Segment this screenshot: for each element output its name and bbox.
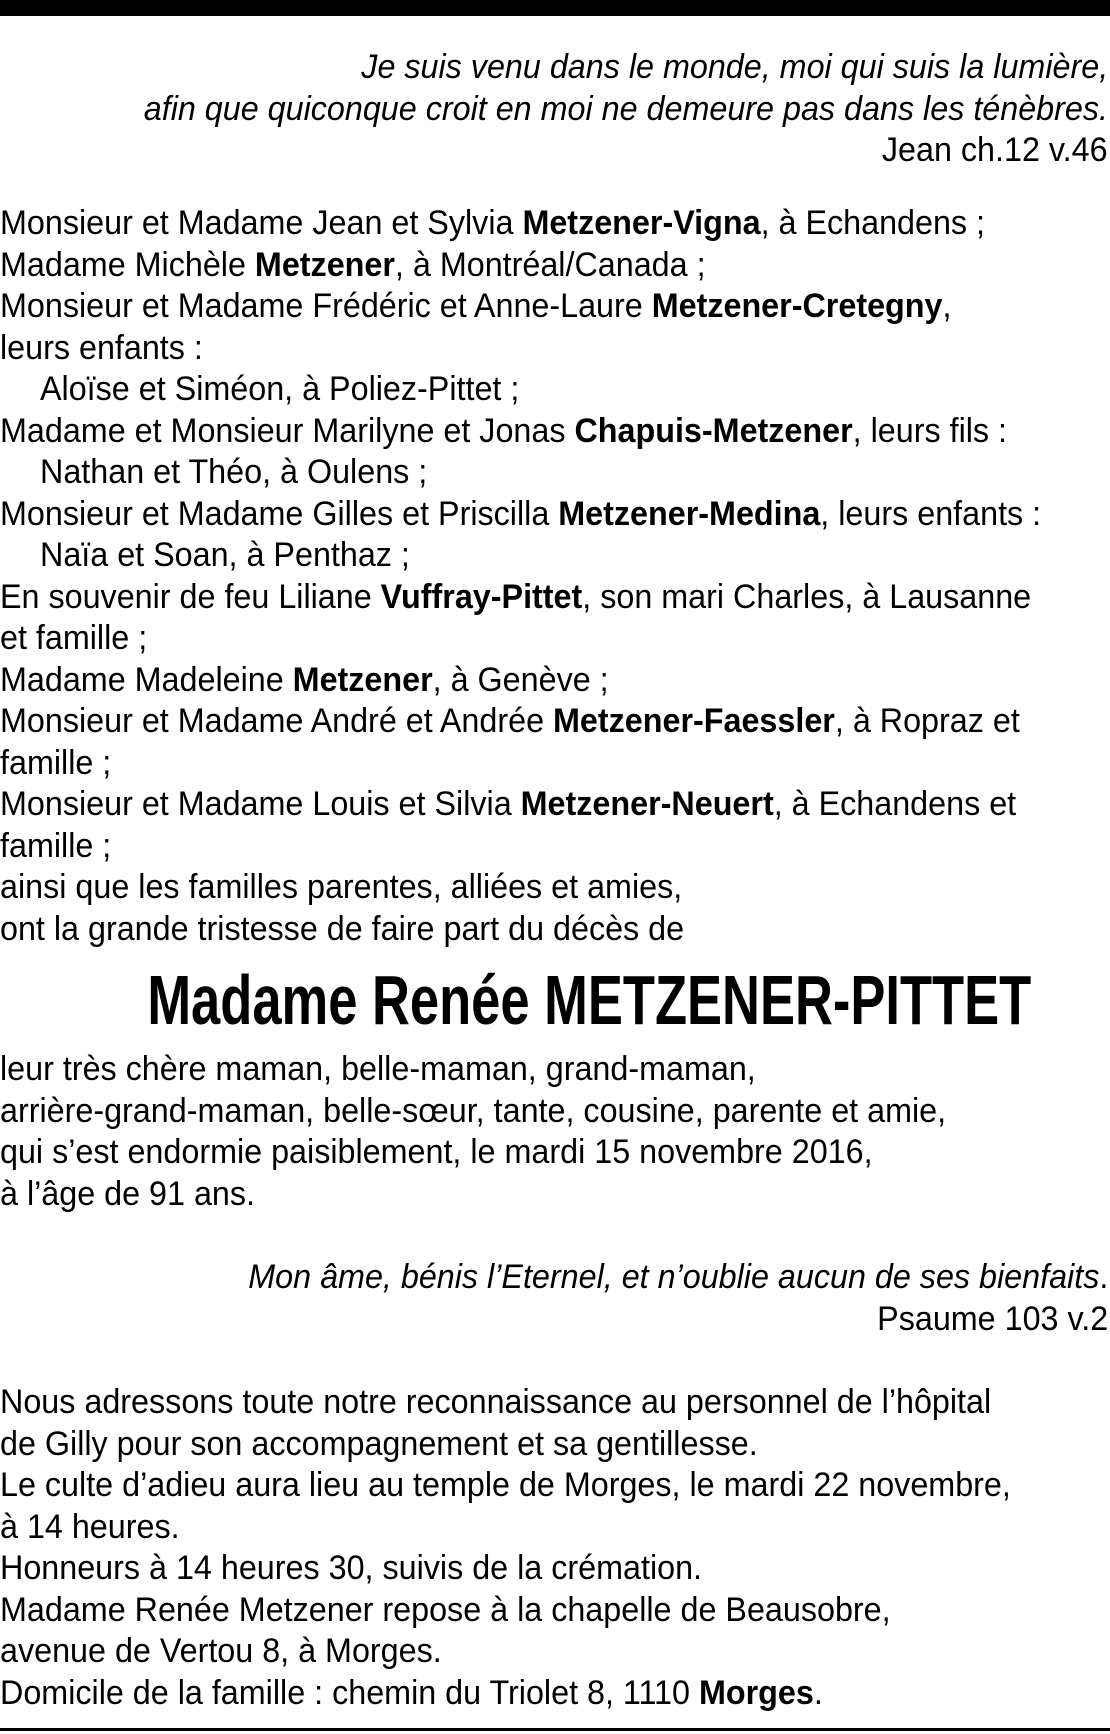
text-segment: Madame Michèle: [0, 245, 255, 284]
text-segment: Domicile de la famille : chemin du Triolet 8, 1110: [0, 1673, 699, 1712]
text-segment: Monsieur et Madame Gilles et Priscilla: [0, 494, 559, 533]
text-segment: Madame Madeleine: [0, 660, 293, 699]
text-segment: Monsieur et Madame Frédéric et Anne-Laure: [0, 287, 652, 325]
bible-quote: [0, 47, 1108, 172]
text-line: [0, 1590, 1108, 1632]
text-segment: à 14 heures.: [0, 1507, 180, 1546]
text-segment: Aloïse et Siméon, à Poliez-Pittet ;: [40, 370, 520, 408]
text-line: [0, 743, 1108, 785]
text-line: [0, 1299, 1108, 1341]
text-segment: Monsieur et Madame Louis et Silvia: [0, 785, 521, 823]
text-segment: Je suis venu dans le monde, moi qui suis la lumière,: [361, 48, 1108, 86]
text-line: [0, 130, 1108, 172]
text-line: [0, 1507, 1108, 1549]
text-segment: Monsieur et Madame André et Andrée: [0, 702, 554, 740]
text-segment: , à Echandens ;: [760, 204, 986, 242]
text-segment: , à Echandens et: [773, 785, 1017, 823]
text-segment: qui s’est endormie paisiblement, le mardi 15 novembre 2016,: [0, 1133, 873, 1171]
text-line: [0, 826, 1108, 868]
text-segment: Nous adressons toute notre reconnaissance au personnel de l’hôpital: [0, 1383, 992, 1421]
surname: Metzener-Cretegny: [651, 287, 943, 325]
text-segment: , à Montréal/Canada ;: [394, 245, 706, 284]
text-line: [0, 1548, 1108, 1590]
text-segment: Nathan et Théo, à Oulens ;: [40, 453, 428, 491]
text-line: [0, 245, 1108, 287]
text-line: [0, 328, 1108, 370]
text-line: [0, 1174, 1108, 1216]
family-list: [0, 203, 1108, 950]
text-segment: de Gilly pour son accompagnement et sa gentillesse.: [0, 1424, 758, 1463]
surname: Metzener-Vigna: [522, 204, 761, 242]
text-line: [0, 286, 1108, 328]
text-segment: leur très chère maman, belle-maman, grand-maman,: [0, 1050, 756, 1088]
text-line: [0, 452, 1108, 494]
text-segment: , son mari Charles, à Lausanne: [582, 577, 1032, 616]
text-segment: Naïa et Soan, à Penthaz ;: [40, 536, 410, 574]
deceased-details: [0, 1049, 1108, 1215]
deceased-name: [0, 960, 1110, 1040]
text-segment: famille ;: [0, 743, 112, 782]
text-line: [0, 1673, 1108, 1715]
text-segment: , leurs enfants :: [820, 494, 1042, 533]
surname: Morges: [698, 1673, 814, 1712]
text-line: [0, 1382, 1108, 1424]
text-segment: ont la grande tristesse de faire part du décès de: [0, 909, 685, 948]
text-line: [0, 535, 1108, 577]
text-line: [0, 577, 1108, 619]
surname: Metzener: [254, 245, 395, 284]
surname: Vuffray-Pittet: [380, 577, 583, 616]
surname: Metzener-Neuert: [520, 785, 774, 823]
text-segment: avenue de Vertou 8, à Morges.: [0, 1632, 442, 1670]
text-segment: , à Genève ;: [432, 660, 609, 699]
text-segment: Madame et Monsieur Marilyne et Jonas: [0, 411, 575, 450]
text-line: [0, 1257, 1108, 1299]
text-segment: Monsieur et Madame Jean et Sylvia: [0, 204, 523, 242]
text-line: [0, 369, 1108, 411]
text-line: [0, 867, 1108, 909]
psalm-quote: [0, 1257, 1108, 1340]
text-segment: Madame Renée Metzener repose à la chapelle de Beausobre,: [0, 1590, 891, 1629]
text-segment: Psaume 103 v.2: [876, 1299, 1108, 1338]
text-line: [0, 909, 1108, 951]
text-segment: Mon âme, bénis l’Eternel, et n’oublie aucun de ses bienfaits: [247, 1258, 1100, 1296]
text-segment: à l’âge de 91 ans.: [0, 1174, 256, 1213]
text-segment: Honneurs à 14 heures 30, suivis de la crémation.: [0, 1549, 703, 1587]
text-line: [0, 89, 1108, 131]
text-segment: Jean ch.12 v.46: [882, 131, 1108, 169]
closing-information: [0, 1382, 1108, 1714]
text-segment: et famille ;: [0, 619, 148, 657]
text-line: [0, 47, 1108, 89]
text-segment: ,: [942, 287, 952, 325]
text-line: [0, 701, 1108, 743]
surname: Metzener-Medina: [558, 494, 821, 533]
bottom-rule: [0, 1728, 1110, 1731]
surname: Metzener-Faessler: [553, 702, 835, 740]
text-segment: En souvenir de feu Liliane: [0, 577, 381, 616]
top-rule: [0, 0, 1110, 16]
text-segment: arrière-grand-maman, belle-sœur, tante, cousine, parente et amie,: [0, 1091, 947, 1130]
text-segment: afin que quiconque croit en moi ne demeure pas dans les ténèbres.: [143, 89, 1108, 128]
text-line: [0, 618, 1108, 660]
text-line: [0, 1049, 1108, 1091]
text-line: [0, 1132, 1108, 1174]
text-line: [0, 203, 1108, 245]
text-line: [0, 411, 1108, 453]
text-line: [0, 1465, 1108, 1507]
text-segment: .: [1099, 1258, 1108, 1296]
surname: Chapuis-Metzener: [574, 411, 853, 450]
text-line: [0, 1631, 1108, 1673]
text-segment: .: [813, 1673, 823, 1712]
text-segment: , à Ropraz et: [834, 702, 1020, 740]
text-line: [0, 660, 1108, 702]
text-line: [0, 1424, 1108, 1466]
text-line: [0, 784, 1108, 826]
text-line: [0, 1091, 1108, 1133]
text-segment: , leurs fils :: [852, 411, 1008, 450]
deceased-name-text: Madame Renée METZENER-PITTET: [147, 961, 1032, 1039]
text-segment: ainsi que les familles parentes, alliées et amies,: [0, 868, 683, 906]
text-segment: leurs enfants :: [0, 328, 203, 367]
text-segment: Le culte d’adieu aura lieu au temple de Morges, le mardi 22 novembre,: [0, 1466, 1011, 1504]
surname: Metzener: [292, 660, 433, 699]
text-segment: famille ;: [0, 826, 112, 865]
text-line: [0, 494, 1108, 536]
